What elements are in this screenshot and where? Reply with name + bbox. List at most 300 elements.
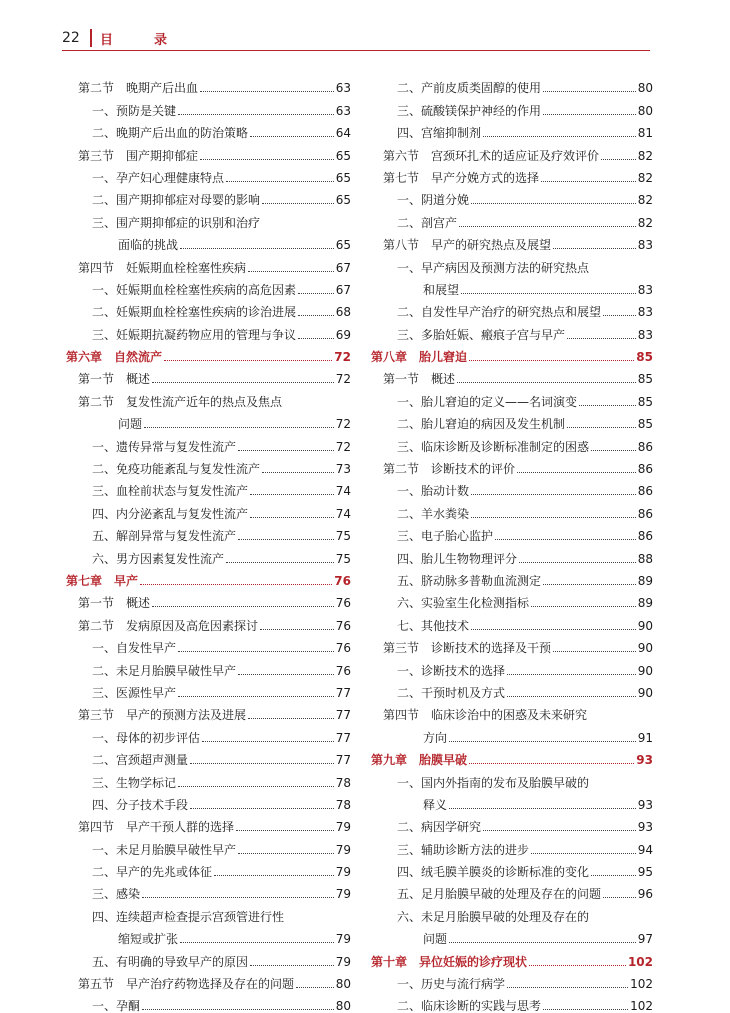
toc-entry-page: 82: [637, 215, 653, 230]
toc-entry-page: 91: [637, 730, 653, 745]
toc-entry-item: [367, 252, 653, 274]
toc-entry-item: [367, 834, 653, 856]
toc-entry-item: [62, 275, 351, 297]
toc-leader-dots: [449, 741, 636, 742]
toc-entry-item: [62, 543, 351, 565]
toc-entry-page: 83: [637, 238, 653, 253]
toc-leader-dots: [202, 741, 334, 742]
toc-entry-item: [367, 409, 653, 431]
toc-entry-item: [62, 498, 351, 520]
toc-entry-page: 83: [637, 305, 653, 320]
toc-entry-item: [367, 566, 653, 588]
toc-entry-page: 76: [334, 573, 351, 588]
toc-leader-dots: [517, 472, 636, 473]
toc-entry-title: 一、孕产妇心理健康特点: [92, 170, 225, 185]
toc-leader-dots: [507, 987, 628, 988]
toc-entry-title: 二、晚期产后出血的防治策略: [92, 126, 249, 141]
toc-entry-title: 第一节 概述: [383, 372, 456, 387]
toc-entry-title: 三、临床诊断及诊断标准制定的困惑: [397, 439, 590, 454]
toc-entry-title: 三、血栓前状态与复发性流产: [92, 484, 249, 499]
toc-leader-dots: [471, 203, 636, 204]
toc-entry-page: 80: [637, 103, 653, 118]
toc-entry-title: 二、羊水粪染: [397, 506, 470, 521]
toc-entry-item: [62, 745, 351, 767]
toc-entry-title: 二、胎儿窘迫的病因及发生机制: [397, 417, 566, 432]
toc-entry-page: 80: [637, 81, 653, 96]
toc-entry-title: 五、有明确的导致早产的原因: [92, 954, 249, 969]
toc-entry-title: 一、妊娠期血栓栓塞性疾病的高危因素: [92, 282, 297, 297]
toc-entry-page: 72: [335, 372, 351, 387]
toc-entry-item: [367, 678, 653, 700]
toc-entry-title: 一、阴道分娩: [397, 193, 470, 208]
toc-entry-chapter: [367, 745, 653, 767]
toc-entry-item: [62, 790, 351, 812]
toc-entry-page: 75: [335, 551, 351, 566]
toc-entry-item: [367, 812, 653, 834]
toc-leader-dots: [152, 382, 334, 383]
toc-entry-title: 三、多胎妊娠、瘢痕子宫与早产: [397, 327, 566, 342]
toc-entry-section: [367, 163, 653, 185]
toc-entry-page: 78: [335, 797, 351, 812]
toc-entry-title: 缩短或扩张: [118, 932, 179, 947]
toc-entry-page: 74: [335, 506, 351, 521]
toc-leader-dots: [214, 875, 334, 876]
toc-leader-dots: [495, 539, 636, 540]
toc-leader-dots: [603, 897, 636, 898]
toc-entry-page: 86: [637, 462, 653, 477]
toc-entry-page: 85: [637, 417, 653, 432]
toc-leader-dots: [483, 136, 636, 137]
toc-leader-dots: [298, 338, 334, 339]
toc-entry-title: 二、产前皮质类固醇的使用: [397, 81, 542, 96]
toc-entry-item: [62, 879, 351, 901]
toc-entry-page: 72: [334, 350, 351, 365]
toc-entry-page: 86: [637, 439, 653, 454]
toc-entry-item: [62, 95, 351, 117]
toc-leader-dots: [531, 853, 636, 854]
toc-entry-page: 77: [335, 685, 351, 700]
toc-entry-page: 79: [335, 932, 351, 947]
toc-entry-page: 86: [637, 529, 653, 544]
toc-entry-item: [62, 722, 351, 744]
toc-entry-item: [62, 678, 351, 700]
toc-entry-title: 三、医源性早产: [92, 685, 177, 700]
toc-entry-page: 80: [335, 999, 351, 1013]
toc-entry-title: 四、连续超声检查提示宫颈管进行性: [92, 909, 285, 924]
toc-leader-dots: [260, 629, 334, 630]
toc-leader-dots: [601, 159, 636, 160]
toc-entry-item: [367, 521, 653, 543]
toc-entry-item: [62, 857, 351, 879]
toc-entry-page: 85: [636, 350, 653, 365]
toc-entry-page: 68: [335, 305, 351, 320]
toc-entry-item: [367, 386, 653, 408]
toc-leader-dots: [142, 897, 334, 898]
toc-leader-dots: [543, 91, 636, 92]
toc-entry-cont: [62, 409, 351, 431]
toc-entry-title: 第八节 早产的研究热点及展望: [383, 238, 552, 253]
toc-entry-page: 75: [335, 529, 351, 544]
toc-entry-page: 76: [335, 641, 351, 656]
toc-entry-title: 三、妊娠期抗凝药物应用的管理与争议: [92, 327, 297, 342]
toc-entry-chapter: [367, 946, 653, 968]
toc-entry-title: 第四节 早产干预人群的选择: [78, 820, 235, 835]
toc-entry-section: [62, 252, 351, 274]
toc-leader-dots: [262, 203, 334, 204]
toc-entry-item: [367, 297, 653, 319]
toc-entry-title: 六、未足月胎膜早破的处理及存在的: [397, 909, 590, 924]
toc-leader-dots: [152, 606, 334, 607]
toc-entry-section: [367, 633, 653, 655]
toc-entry-item: [62, 431, 351, 453]
toc-entry-page: 77: [335, 730, 351, 745]
toc-entry-section: [62, 73, 351, 95]
toc-entry-page: 90: [637, 618, 653, 633]
header-title: 目 录: [100, 32, 182, 48]
toc-entry-item: [367, 431, 653, 453]
toc-leader-dots: [553, 651, 636, 652]
toc-leader-dots: [469, 763, 634, 764]
toc-entry-title: 二、自发性早产治疗的研究热点和展望: [397, 305, 602, 320]
toc-entry-title: 一、国内外指南的发布及胎膜早破的: [397, 775, 590, 790]
toc-entry-item: [367, 655, 653, 677]
header-rule: [62, 50, 650, 51]
toc-leader-dots: [543, 584, 636, 585]
toc-entry-title: 一、未足月胎膜早破性早产: [92, 842, 237, 857]
toc-entry-section: [367, 700, 653, 722]
toc-entry-title: 第一节 概述: [78, 596, 151, 611]
toc-entry-title: 第二节 复发性流产近年的热点及焦点: [78, 394, 283, 409]
toc-entry-title: 三、围产期抑郁症的识别和治疗: [92, 215, 261, 230]
toc-entry-cont: [367, 275, 653, 297]
toc-entry-cont: [62, 230, 351, 252]
toc-leader-dots: [226, 562, 334, 563]
toc-entry-title: 一、诊断技术的选择: [397, 663, 506, 678]
toc-entry-title: 一、预防是关键: [92, 103, 177, 118]
toc-leader-dots: [200, 159, 334, 160]
toc-leader-dots: [248, 271, 334, 272]
toc-entry-section: [62, 812, 351, 834]
toc-entry-item: [62, 901, 351, 923]
toc-entry-page: 64: [335, 126, 351, 141]
toc-entry-page: 73: [335, 462, 351, 477]
toc-entry-page: 79: [335, 842, 351, 857]
toc-leader-dots: [507, 674, 636, 675]
toc-entry-section: [62, 364, 351, 386]
toc-entry-page: 89: [637, 596, 653, 611]
toc-entry-title: 四、绒毛膜羊膜炎的诊断标准的变化: [397, 865, 590, 880]
toc-leader-dots: [238, 539, 334, 540]
toc-leader-dots: [164, 360, 332, 361]
toc-entry-title: 二、免疫功能紊乱与复发性流产: [92, 462, 261, 477]
toc-entry-item: [367, 476, 653, 498]
toc-leader-dots: [603, 315, 636, 316]
toc-entry-page: 79: [335, 865, 351, 880]
toc-leader-dots: [471, 517, 636, 518]
toc-entry-item: [367, 879, 653, 901]
toc-leader-dots: [471, 494, 636, 495]
toc-entry-title: 第六章 自然流产: [66, 350, 163, 365]
toc-entry-item: [62, 946, 351, 968]
toc-entry-title: 二、围产期抑郁症对母婴的影响: [92, 193, 261, 208]
toc-entry-page: 80: [335, 977, 351, 992]
toc-entry-title: 三、感染: [92, 887, 141, 902]
toc-entry-page: 90: [637, 663, 653, 678]
toc-entry-item: [367, 588, 653, 610]
toc-entry-page: 79: [335, 954, 351, 969]
toc-entry-title: 六、实验室生化检测指标: [397, 596, 530, 611]
toc-leader-dots: [180, 248, 334, 249]
page-number: 22: [62, 30, 80, 46]
toc-entry-title: 三、硫酸镁保护神经的作用: [397, 103, 542, 118]
toc-entry-page: 76: [335, 663, 351, 678]
toc-entry-title: 面临的挑战: [118, 238, 179, 253]
toc-entry-title: 二、妊娠期血栓栓塞性疾病的诊治进展: [92, 305, 297, 320]
toc-leader-dots: [250, 494, 334, 495]
toc-entry-page: 93: [637, 797, 653, 812]
toc-leader-dots: [238, 450, 334, 451]
toc-entry-title: 第五节 早产治疗药物选择及存在的问题: [78, 977, 295, 992]
toc-entry-title: 一、早产病因及预测方法的研究热点: [397, 260, 590, 275]
toc-leader-dots: [529, 965, 626, 966]
toc-entry-item: [62, 118, 351, 140]
toc-leader-dots: [567, 338, 636, 339]
toc-entry-cont: [367, 924, 653, 946]
toc-entry-title: 一、母体的初步评估: [92, 730, 201, 745]
toc-entry-title: 三、生物学标记: [92, 775, 177, 790]
toc-entry-page: 85: [637, 394, 653, 409]
toc-entry-title: 五、解剖异常与复发性流产: [92, 529, 237, 544]
toc-entry-title: 二、早产的先兆或体征: [92, 865, 213, 880]
toc-entry-title: 一、孕酮: [92, 999, 141, 1013]
toc-entry-page: 76: [335, 618, 351, 633]
toc-entry-title: 和展望: [423, 282, 460, 297]
toc-entry-item: [367, 543, 653, 565]
toc-leader-dots: [250, 517, 334, 518]
toc-entry-page: 63: [335, 103, 351, 118]
toc-entry-item: [62, 991, 351, 1013]
toc-entry-item: [62, 633, 351, 655]
toc-entry-item: [62, 454, 351, 476]
toc-entry-title: 第十章 异位妊娠的诊疗现状: [371, 954, 528, 969]
toc-entry-item: [62, 163, 351, 185]
toc-entry-title: 第二节 晚期产后出血: [78, 81, 199, 96]
toc-entry-title: 五、脐动脉多普勒血流测定: [397, 573, 542, 588]
toc-leader-dots: [250, 136, 334, 137]
toc-leader-dots: [469, 360, 634, 361]
toc-entry-title: 一、遗传异常与复发性流产: [92, 439, 237, 454]
toc-leader-dots: [483, 830, 636, 831]
toc-entry-title: 二、未足月胎膜早破性早产: [92, 663, 237, 678]
toc-leader-dots: [298, 293, 334, 294]
toc-entry-page: 93: [636, 753, 653, 768]
toc-leader-dots: [140, 584, 332, 585]
toc-leader-dots: [250, 965, 334, 966]
toc-leader-dots: [180, 942, 334, 943]
toc-entry-page: 77: [335, 708, 351, 723]
toc-entry-page: 90: [637, 685, 653, 700]
toc-entry-title: 第三节 早产的预测方法及进展: [78, 708, 247, 723]
toc-leader-dots: [471, 629, 636, 630]
toc-leader-dots: [543, 114, 636, 115]
toc-entry-page: 67: [335, 260, 351, 275]
toc-entry-title: 二、临床诊断的实践与思考: [397, 999, 542, 1013]
toc-leader-dots: [178, 114, 334, 115]
toc-entry-title: 第四节 临床诊治中的困惑及未来研究: [383, 708, 588, 723]
toc-entry-section: [367, 364, 653, 386]
toc-entry-page: 86: [637, 506, 653, 521]
toc-entry-page: 82: [637, 193, 653, 208]
toc-entry-section: [367, 140, 653, 162]
toc-leader-dots: [248, 718, 334, 719]
toc-leader-dots: [190, 763, 334, 764]
toc-entry-title: 四、内分泌紊乱与复发性流产: [92, 506, 249, 521]
toc-entry-title: 释义: [423, 797, 448, 812]
toc-entry-item: [367, 319, 653, 341]
toc-entry-title: 四、分子技术手段: [92, 797, 189, 812]
toc-leader-dots: [591, 875, 636, 876]
toc-entry-section: [367, 230, 653, 252]
toc-entry-item: [62, 207, 351, 229]
toc-leader-dots: [449, 808, 636, 809]
toc-entry-chapter: [62, 342, 351, 364]
toc-entry-page: 65: [335, 193, 351, 208]
toc-entry-title: 第二节 诊断技术的评价: [383, 462, 516, 477]
toc-leader-dots: [178, 696, 334, 697]
toc-entry-title: 三、辅助诊断方法的进步: [397, 842, 530, 857]
toc-leader-dots: [507, 696, 636, 697]
toc-entry-section: [62, 610, 351, 632]
toc-entry-item: [62, 767, 351, 789]
toc-entry-page: 69: [335, 327, 351, 342]
toc-leader-dots: [200, 91, 334, 92]
toc-column-left: [62, 73, 351, 1013]
toc-entry-page: 88: [637, 551, 653, 566]
toc-entry-item: [367, 498, 653, 520]
toc-leader-dots: [226, 181, 334, 182]
toc-entry-page: 81: [637, 126, 653, 141]
toc-entry-title: 三、电子胎心监护: [397, 529, 494, 544]
toc-leader-dots: [236, 830, 334, 831]
header-divider: [90, 29, 92, 47]
toc-entry-page: 89: [637, 573, 653, 588]
toc-entry-page: 86: [637, 484, 653, 499]
toc-leader-dots: [262, 472, 334, 473]
toc-entry-page: 74: [335, 484, 351, 499]
toc-entry-page: 67: [335, 282, 351, 297]
toc-column-right: [367, 73, 653, 1013]
toc-entry-section: [62, 140, 351, 162]
toc-entry-title: 二、宫颈超声测量: [92, 753, 189, 768]
toc-entry-page: 63: [335, 81, 351, 96]
toc-leader-dots: [144, 427, 334, 428]
toc-entry-section: [62, 969, 351, 991]
toc-entry-page: 82: [637, 170, 653, 185]
toc-entry-item: [367, 969, 653, 991]
toc-entry-item: [367, 73, 653, 95]
toc-entry-item: [367, 207, 653, 229]
toc-entry-page: 79: [335, 820, 351, 835]
toc-entry-item: [367, 901, 653, 923]
toc-entry-title: 一、自发性早产: [92, 641, 177, 656]
toc-entry-title: 一、胎动计数: [397, 484, 470, 499]
toc-entry-item: [367, 610, 653, 632]
toc-entry-item: [367, 767, 653, 789]
toc-entry-title: 二、干预时机及方式: [397, 685, 506, 700]
toc-entry-title: 第三节 围产期抑郁症: [78, 148, 199, 163]
toc-entry-title: 问题: [118, 417, 143, 432]
toc-entry-title: 四、胎儿生物物理评分: [397, 551, 518, 566]
toc-entry-page: 72: [335, 417, 351, 432]
toc-entry-title: 二、剖宫产: [397, 215, 458, 230]
page-header: [62, 26, 662, 50]
toc-entry-item: [62, 476, 351, 498]
toc-entry-page: 65: [335, 238, 351, 253]
toc-entry-title: 第三节 诊断技术的选择及干预: [383, 641, 552, 656]
toc-leader-dots: [190, 808, 334, 809]
toc-leader-dots: [457, 382, 636, 383]
toc-entry-page: 77: [335, 753, 351, 768]
toc-entry-title: 第六节 宫颈环扎术的适应证及疗效评价: [383, 148, 600, 163]
toc-entry-chapter: [367, 342, 653, 364]
toc-entry-page: 82: [637, 148, 653, 163]
toc-entry-page: 97: [637, 932, 653, 947]
toc-leader-dots: [531, 606, 636, 607]
toc-entry-page: 65: [335, 170, 351, 185]
toc-entry-item: [62, 521, 351, 543]
toc-entry-page: 65: [335, 148, 351, 163]
toc-leader-dots: [553, 248, 636, 249]
toc-entry-title: 第八章 胎儿窘迫: [371, 350, 468, 365]
toc-entry-title: 五、足月胎膜早破的处理及存在的问题: [397, 887, 602, 902]
toc-entry-section: [62, 700, 351, 722]
toc-entry-title: 第四节 妊娠期血栓栓塞性疾病: [78, 260, 247, 275]
toc-leader-dots: [178, 786, 334, 787]
toc-leader-dots: [238, 674, 334, 675]
toc-leader-dots: [459, 226, 636, 227]
toc-leader-dots: [591, 450, 636, 451]
toc-leader-dots: [142, 1009, 334, 1010]
toc-entry-page: 72: [335, 439, 351, 454]
toc-entry-title: 六、男方因素复发性流产: [92, 551, 225, 566]
toc-entry-page: 102: [630, 977, 653, 992]
toc-entry-item: [62, 297, 351, 319]
toc-entry-page: 78: [335, 775, 351, 790]
toc-entry-title: 第七章 早产: [66, 573, 139, 588]
toc-leader-dots: [298, 315, 334, 316]
toc-entry-page: 102: [630, 999, 653, 1013]
toc-leader-dots: [567, 427, 636, 428]
toc-entry-page: 83: [637, 327, 653, 342]
toc-entry-cont: [367, 790, 653, 812]
toc-leader-dots: [541, 181, 636, 182]
toc-entry-page: 79: [335, 887, 351, 902]
toc-leader-dots: [579, 405, 636, 406]
toc-entry-page: 83: [637, 282, 653, 297]
toc-entry-page: 90: [637, 641, 653, 656]
toc-leader-dots: [238, 853, 334, 854]
toc-leader-dots: [543, 1009, 628, 1010]
toc-entry-page: 94: [637, 842, 653, 857]
toc-entry-page: 96: [637, 887, 653, 902]
toc-entry-item: [62, 655, 351, 677]
toc-entry-item: [62, 319, 351, 341]
toc-entry-cont: [62, 924, 351, 946]
toc-leader-dots: [519, 562, 636, 563]
toc-entry-item: [367, 118, 653, 140]
toc-entry-page: 102: [627, 954, 653, 969]
toc-entry-page: 95: [637, 865, 653, 880]
